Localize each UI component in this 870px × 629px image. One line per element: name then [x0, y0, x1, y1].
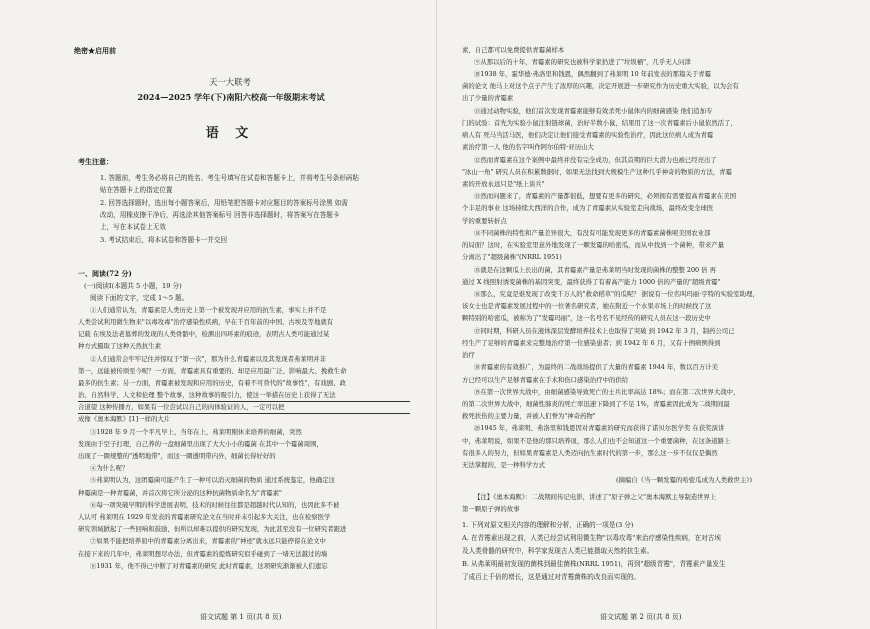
passage-line: 合道望 这种传播方，如果有一位尝试以自己的肉体验证的人，一定可以把: [78, 403, 410, 414]
union-name: 天一大联考: [209, 77, 251, 87]
note-line: 第一颗原子弹的故事: [462, 505, 520, 513]
passage-line: 颗特别的哈密瓜，被称为了"发霉玛丽"，这一名号名不见经传的研究人员在这一段历史中: [462, 314, 711, 322]
notice-line: 1. 答题前，考生务必将自己的姓名、考生号填写在试卷和答题卡上，并将考生号条形码粘: [100, 174, 359, 182]
passage-line: ⑪通过动物实验，他们首次发现青霉素能够有效杀死小鼠体内的细菌感染 他们追加专: [474, 107, 713, 115]
notice-title: 考生注意：: [78, 157, 113, 166]
passage-line: ⑮就是在这颗瓜上长出的菌，其青霉素产量是弗莱明当时发现的菌株的整整 200 倍 再: [474, 266, 716, 274]
passage-line: 第一，远能被传颂至今呢？一方面，青霉素具有重要的、却是应用最广泛、影响最大、挽救生命: [78, 367, 347, 375]
passage-line: 治、自然科学、人文和伦理 整个故事，这种故事的吸引力，使这一举措在历史上获得了无法: [78, 391, 410, 402]
question-1: 1. 下列对原文相关内容的理解和分析，正确的一项是(3 分): [462, 521, 634, 529]
notice-line: 改动，用橡皮擦干净后，再选涂其他答案标号 回答非选择题时，将答案写在答题卡: [100, 211, 340, 219]
passage-line: ①人们通常认为，青霉素是人类历史上第一个被发现并应用的抗生素，事实上并不是: [90, 306, 327, 314]
passage-line: ⑤弗莱明认为，这团霉菌可能产生了一种可以消灭细菌的物质 通过系统鉴定，他确定这: [90, 476, 335, 484]
notice-line: 上，写在本试卷上无效: [100, 223, 166, 231]
passage-line: 无法掌握的，是一种科学方式: [462, 461, 546, 469]
passage-line: 种方式摄取了这种天然抗生素: [78, 342, 162, 350]
passage-line: ②人们通常会牢牢记住并惊叹于"第一次"，那为什么青霉素以及其发现者弗莱明并非: [90, 355, 326, 363]
passage-line: 人类尝试利用微生物来"以毒攻毒"治疗感染性疾病，早在千百年前的中国、古埃及等地就有: [78, 318, 334, 326]
passage-line: ⑬然而问题来了，青霉素的产量都很低，想要有更多的研究，必须拥有需要提高青霉素在美国: [474, 192, 737, 200]
passage-line: 在接下来的几年中，弗莱明想尽办法，但青霉素的提炼研究似乎碰到了一堵无法越过的墙: [78, 550, 328, 558]
passage-line: ⑲在第一次世界大战中，由细菌感染导致死亡的士兵比率高达 18%；而在第二次世界大战中，: [474, 388, 740, 396]
passage-line: 的第二次世界大战中，细菌性肺炎的死亡率迅速下降到了不足 1%，青霉素因此成为二战期间最: [462, 400, 730, 408]
passage-line: ⑥每一项突破早期的科学进展表明，技术的时候往往都是超越时代认知的，也因此多不被: [90, 501, 340, 509]
passage-line: 方已经可以生产足够青霉素在手术和伤口感染治疗中的供给: [462, 376, 629, 384]
passage-line: 菌的论文 他马上对这个点子产生了浓厚的兴趣，决定开展进一步研究作为历史重大实验，以为会有: [462, 82, 739, 90]
passage-line: 治疗: [462, 351, 475, 359]
passage-line: ⑨从那以后的十年，青霉素的研究也被科学家扔进了"垃圾桶"，几乎无人问津: [474, 58, 691, 66]
passage-line: 种霉菌是一种青霉菌，并首次将它所分泌的这种抗菌物质命名为"青霉素": [78, 489, 282, 497]
page-footer: 语文试题 第 2 页(共 8 页): [600, 613, 682, 621]
passage-line: 研究领域掀起了一些回响和鼓励，但所以却难以提供的研究发现，为此甚至没有一位研究者跟进: [78, 525, 347, 533]
passage-line: 该女士也是青霉素发展过程中的一位著名研究者，她在附近一个水果市场上的时候找了这: [462, 302, 712, 310]
passage-line: 病人有 死马当活马医，他们决定让他们接受青霉素的实验性治疗，因此这位病人成为青霉: [462, 131, 714, 139]
passage-line: 个丰足的事业 这场持续大西洋的合作，成为了青霉素从实验室走向战场，最终改变全球医: [462, 204, 714, 212]
page-footer: 语文试题 第 1 页(共 8 页): [200, 613, 282, 621]
passage-line: 出了少量的青霉素: [462, 94, 514, 102]
exam-title: 2024—2025 学年(下)南阳六校高一年级期末考试: [137, 92, 325, 102]
passage-line: 中，弗莱明说，如果不是他的那只培养皿，那么人们也不会知道这一个重要菌种，在这条道路上: [462, 437, 731, 445]
passage-line: 分离出了"超级菌株"(NRRL 1951): [462, 253, 562, 261]
passage-line: ⑭不同菌株的特性和产量差异很大，有没有可能发现更多的青霉素菌株呢美国农业部: [474, 229, 711, 237]
passage-line: 的局面？这时，在实验室里意外地发现了一颗发霉的哈密瓜，而从中找到一个菌种，带来产量: [462, 241, 725, 249]
notice-line: 3. 考试结束后，将本试卷和答题卡一并交回: [100, 236, 228, 244]
notice-line: 2. 回答选择题时，选出每小题答案后，用铅笔把答题卡对应题目的答案标号涂黑 如需: [100, 199, 348, 207]
option-b: B. 从弗莱明最初发现的菌株到最佳菌株(NRRL 1951)，再到"超级青霉"，青霉素产量发生: [462, 560, 726, 568]
passage-line: 出现了一圈规整的"透明地带"，而这一圈透明带内外，细菌长得好好的: [78, 452, 276, 460]
passage-line: 记载 在埃及法老墓葬的发现的人类骨骼中，检测出四环素的痕迹，表明古人类可能通过某: [78, 330, 330, 338]
note-line: 【注】《奥本海默》：二战期间传记电影，讲述了"原子弹之父"奥本海默主导制造世界上: [474, 493, 717, 501]
instruction: 阅读下面的文字，完成 1～5 题。: [90, 294, 189, 302]
passage-line: 救死扶伤的主要力量，并被人们誉为"神奇药物": [462, 412, 596, 420]
passage-line: ③1928 年 9 月一个平凡早上，当年在上，弗莱明刚休来培养的细菌，突然: [90, 428, 302, 436]
passage-line: 素治疗第一人 他的名字叫作阿尔伯特·亚历山大: [462, 143, 594, 151]
passage-line: ⑫然而青霉素在这个案例中最终并没有完全成功，但其首期的巨大潜力也被已经亮出了: [474, 156, 717, 164]
passage-line: 通过 X 线照射诱变菌株的基因突变，最终获得了有着高产能力 1000 倍的产量的"超级青霉": [462, 278, 721, 286]
passage-line: ⑱青霉素的有效推广，为最终的二战战场提供了大量的青霉素 1944 年，数以百万计美: [474, 363, 718, 371]
passage-line: 有很多人的努力，但如果青霉素是人类迈向抗生素时代的第一步，那么这一步不仅仅是偶然: [462, 449, 718, 457]
subsection-title: (一)阅读Ⅰ(本题共 5 小题，19 分): [84, 282, 182, 290]
confidential-label: 绝密★启用前: [74, 46, 116, 55]
passage-line: 人认可 弗莱明在 1929 年发表的青霉素研究论文在当时并未引起多大关注，也在检察医学: [78, 513, 331, 521]
passage-line: 发现由于空子打理，自己养的一盘细菌里出现了大大小小的霉菌 在其中一个霉菌周围，: [78, 440, 323, 448]
passage-line: ⑩1938 年，霍华德·弗洛里和钱恩，偶然翻到了弗莱明 10 年前发表的那篇关于青霉: [474, 70, 712, 78]
option-b-cont: 了成百上千倍的增长，这是通过对青霉菌株的改良而实现的。: [462, 573, 641, 581]
passage-line: ⑦如果不能把培养皿中的青霉素分离出来，青霉素的"神迹"就永远只能停留在论文中: [90, 537, 326, 545]
source-citation: (摘编自《当一颗发霉的哈密瓜成为人类救世主》): [616, 476, 752, 484]
passage-line: ⑯那么，究竟是谁发现了改变千万人的"救命稻草"的瓜呢？ 据说有一位名叫玛丽·亨特的实验室助理，: [474, 290, 759, 298]
page-2: [436, 0, 870, 629]
passage-line: ⑧1931 年，他不得已中断了对青霉素的研究 此时青霉素，这项研究渐渐被人们遗忘: [90, 562, 328, 570]
passage-line: 学的重要转折点: [462, 217, 507, 225]
passage-line: 成像《奥本海默》[1]一样的大片: [78, 415, 171, 423]
passage-line: 经生产了足够的青霉素来完整地治疗第一位感染患者；到 1942 年 6 月，又有十例病例得到: [462, 339, 721, 347]
passage-line: ⑰同时期，科研人员在液体深层发酵培养技术上也取得了突破 到 1942 年 3 月，制药公司已: [474, 327, 735, 335]
notice-line: 贴在答题卡上的指定位置: [100, 186, 173, 194]
option-a-cont: 及人类骨骼的研究中，科学家发现古人类已能摄取天然的抗生素。: [462, 547, 654, 555]
subject-title: 语 文: [205, 126, 255, 141]
passage-line: "冰山一角" 研究人员在积累数据时，如果无法找到大规模生产这种几乎神奇的物质的方法，青霉: [462, 168, 732, 176]
passage-line: 素，自己都可以免费提供青霉菌样本: [462, 46, 565, 54]
option-a: A. 在青霉素出现之前，人类已经尝试利用微生物"以毒攻毒"来治疗感染性疾病，在对古埃: [462, 534, 721, 542]
section-title: 一、阅读(72 分): [78, 269, 132, 278]
passage-line: ④为什么呢？: [90, 464, 129, 472]
passage-line: 素的开放永远只是"纸上谈兵": [462, 180, 545, 188]
passage-line: 门的试验：首先为实验小鼠注射链球菌，治好半数小鼠，结果用了这一次青霉素后小鼠依然活了，: [462, 119, 737, 127]
passage-line: 最多的抗生素；另一方面，青霉素被发现和应用的历史，有着不可替代的"故事性"，有戏剧、政: [78, 379, 346, 387]
passage-line: ⑳1945 年，弗莱明、弗洛里和钱恩因对青霉素的研究而获得了诺贝尔医学奖 在获奖演讲: [474, 424, 725, 432]
